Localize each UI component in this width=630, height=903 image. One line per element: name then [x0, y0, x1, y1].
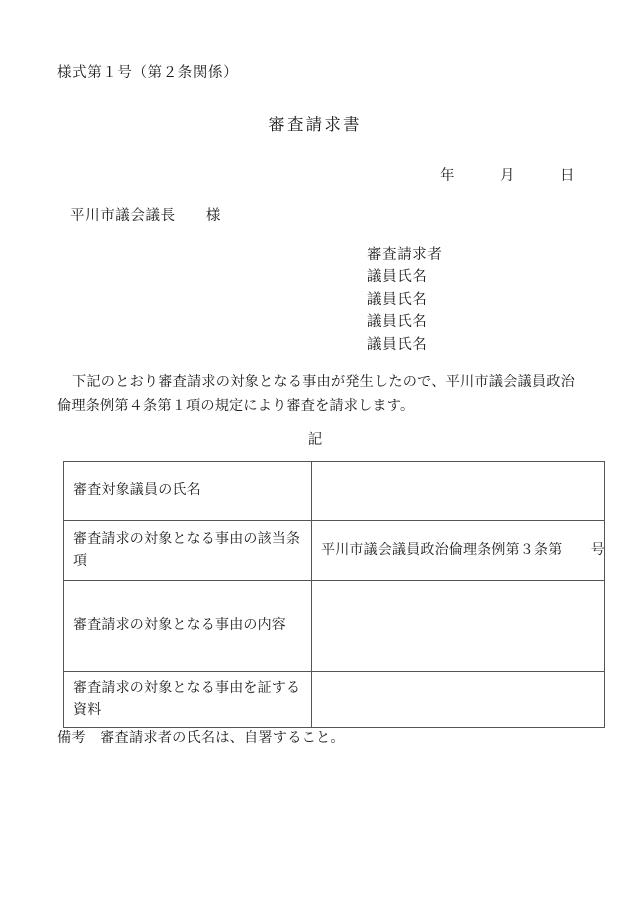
table-row-label-text: 審査請求の対象となる事由の該当条項: [73, 531, 301, 569]
request-details-table: [63, 461, 605, 728]
requester-name-line: 議員氏名: [367, 336, 428, 353]
date-line: 年 月 日: [440, 168, 575, 184]
table-row: [64, 521, 605, 581]
table-row: [64, 581, 605, 672]
body-paragraph: 下記のとおり審査請求の対象となる事由が発生したので、平川市議会議員政治倫理条例第４条第１項の規定により審査を請求します。: [57, 374, 575, 414]
table-row-value[interactable]: [312, 672, 605, 728]
table-row-value[interactable]: [312, 462, 605, 521]
table-row-label-text: 審査請求の対象となる事由を証する資料: [73, 680, 301, 718]
table-row: [64, 672, 605, 728]
table-row-label: [64, 672, 312, 728]
table-row-label-text: 審査請求の対象となる事由の内容: [73, 618, 286, 633]
requester-name-line: 議員氏名: [367, 314, 428, 331]
requester-block: [367, 244, 443, 356]
requester-name-line: 議員氏名: [367, 291, 428, 308]
table-row-label-text: 審査対象議員の氏名: [73, 483, 201, 498]
addressee-line: 平川市議会議長 様: [70, 208, 221, 224]
table-row-value-text: 平川市議会議員政治倫理条例第３条第 号: [321, 542, 605, 558]
requester-name-line: 議員氏名: [367, 269, 428, 286]
requester-heading: 審査請求者: [367, 247, 443, 263]
table-row-value[interactable]: [312, 521, 605, 581]
ki-mark: 記: [307, 432, 323, 448]
table-row: [64, 462, 605, 521]
form-number: 様式第１号（第２条関係）: [57, 65, 239, 81]
footer-note: 備考 審査請求者の氏名は、自署すること。: [57, 730, 345, 746]
table-row-label: [64, 462, 312, 521]
table-row-label: [64, 581, 312, 672]
table-row-value[interactable]: [312, 581, 605, 672]
page-title: 審査請求書: [268, 115, 362, 134]
table-row-label: [64, 521, 312, 581]
